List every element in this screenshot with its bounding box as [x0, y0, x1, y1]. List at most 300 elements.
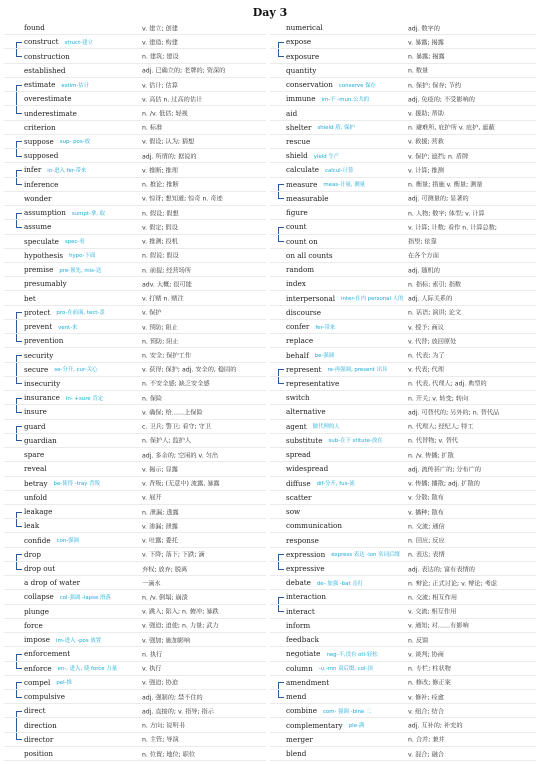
- definition: n. 开关; v. 转变; 转向: [408, 395, 469, 403]
- definition: v. 播种; 散布: [408, 509, 444, 517]
- definition: v. 援助; 帮助: [408, 110, 444, 118]
- word-row: [4, 548, 266, 562]
- etymology-note: in-进入 fer-带来: [47, 167, 87, 174]
- word-row: [270, 206, 536, 220]
- definition: n. 安全; 保护工作: [142, 352, 192, 360]
- definition: v. 下降; 落下; 下跌; 滴: [142, 551, 205, 559]
- definition: n. 代表; 为了: [408, 352, 445, 360]
- definition: v. 估计; 估算: [142, 82, 178, 90]
- etymology-note: hypo-下面: [69, 253, 96, 260]
- headword: assumption: [24, 208, 66, 218]
- headword: overestimate: [24, 94, 72, 104]
- headword: bet: [24, 293, 36, 303]
- definition: n. 假设; 假想: [142, 210, 179, 218]
- definition: v. 高估 n. 过高的估计: [142, 96, 203, 104]
- definition: n. /v. 传播; 扩散: [408, 452, 454, 460]
- headword: position: [24, 749, 54, 759]
- headword: substitute: [286, 435, 323, 445]
- word-row: [270, 477, 536, 491]
- group-bracket: [16, 377, 22, 385]
- definition: v. 分散; 散布: [408, 494, 444, 502]
- headword: on all counts: [286, 250, 333, 260]
- group-bracket: [278, 605, 284, 613]
- etymology-note: sumpt-拿, 取: [71, 210, 106, 217]
- word-row: [4, 519, 266, 533]
- etymology-note: pre-预先, mis-送: [59, 267, 102, 274]
- word-row: [270, 690, 536, 704]
- headword: index: [286, 279, 306, 289]
- headword: diffuse: [286, 478, 311, 488]
- etymology-note: col-强调 -lapse 滑落: [59, 594, 111, 601]
- headword: assume: [24, 222, 52, 232]
- definition: v. 打赌 n. 赌注: [142, 295, 184, 303]
- definition: adj. 强制的; 禁不住的: [142, 694, 203, 702]
- word-row: [4, 163, 266, 177]
- headword: sow: [286, 507, 301, 517]
- headword: protect: [24, 307, 51, 317]
- headword: calculate: [286, 165, 319, 175]
- word-row: [270, 277, 536, 291]
- definition: c. 卫兵; 警卫; 看守; 守卫: [142, 423, 211, 431]
- headword: confer: [286, 322, 310, 332]
- group-bracket: [16, 711, 22, 718]
- headword: inference: [24, 179, 59, 189]
- word-row: [270, 519, 536, 533]
- definition: v. 组合; 结合: [408, 708, 444, 716]
- word-row: [270, 149, 536, 163]
- definition: v. 代表; 代理: [408, 366, 444, 374]
- definition: v. 背叛; (无意中) 流露, 暴露: [142, 480, 220, 488]
- definition: n. 辩论; 正式讨论; v. 辩论; 考虑: [408, 580, 497, 588]
- headword: combine: [286, 706, 317, 716]
- definition: n. 表达; 表情: [408, 551, 445, 559]
- headword: prevention: [24, 336, 64, 346]
- definition: n. 泄漏; 透露: [142, 509, 179, 517]
- word-row: [270, 662, 536, 676]
- group-bracket: [278, 49, 284, 57]
- definition: v. 代替; 放回原处: [408, 338, 457, 346]
- definition: v. 计算; 计数; 看作 n. 计算总数;: [408, 224, 497, 232]
- definition: adj. 数字的: [408, 25, 440, 33]
- definition: v. 推测; 投机: [142, 238, 178, 246]
- word-row: [270, 590, 536, 604]
- definition: adj. 所谓的; 据说的: [142, 153, 197, 161]
- word-row: [4, 92, 266, 106]
- group-bracket: [16, 405, 22, 413]
- headword: force: [24, 620, 43, 630]
- headword: exposure: [286, 51, 320, 61]
- etymology-note: meas-计量, 测量: [323, 182, 365, 189]
- definition: n. 主管; 导演: [142, 736, 179, 744]
- headword: aid: [286, 108, 298, 118]
- definition: v. 假设; 认为; 猜想: [142, 138, 195, 146]
- word-row: [270, 106, 536, 120]
- headword: agent: [286, 421, 307, 431]
- etymology-note: conserve 保存: [338, 82, 376, 89]
- definition: n. 位置; 地位; 职位: [142, 751, 196, 759]
- headword: immune: [286, 94, 316, 104]
- definition: v. 暴露; 揭露: [408, 39, 444, 47]
- definition: adj. 直接的; v. 指导; 指示: [142, 708, 214, 716]
- left-word-column: [4, 21, 266, 761]
- word-row: [4, 277, 266, 291]
- headword: confide: [24, 535, 51, 545]
- headword: shield: [286, 151, 308, 161]
- definition: v. 建造; 构建: [142, 39, 178, 47]
- group-bracket: [278, 192, 284, 200]
- word-row: [270, 633, 536, 647]
- headword: negotiate: [286, 649, 321, 659]
- headword: premise: [24, 265, 54, 275]
- etymology-note: -u,-mn 双后缀, col-顶: [318, 666, 373, 673]
- word-row: [4, 192, 266, 206]
- headword: measure: [286, 179, 318, 189]
- word-row: [4, 633, 266, 647]
- definition: v. 获得; 保护; adj. 安全的, 稳固的: [142, 366, 237, 374]
- definition: n. 标准: [142, 124, 163, 132]
- headword: feedback: [286, 635, 320, 645]
- etymology-note: be-使得 -tray 背叛: [53, 481, 100, 488]
- definition: v. 执行: [142, 665, 162, 673]
- definition: n. 合并; 兼并: [408, 736, 445, 744]
- headword: insurance: [24, 393, 60, 403]
- headword: widespread: [286, 464, 329, 474]
- headword: compel: [24, 677, 51, 687]
- group-bracket: [16, 178, 22, 186]
- headword: interact: [286, 606, 315, 616]
- word-row: [270, 235, 536, 249]
- definition: n. 执行: [142, 651, 163, 659]
- word-row: [4, 562, 266, 576]
- definition: n. 反馈: [408, 637, 429, 645]
- group-bracket: [16, 654, 22, 661]
- definition: n. 代替物; v. 替代: [408, 437, 458, 445]
- definition: n. /v. 低估; 轻视: [142, 110, 188, 118]
- group-bracket: [16, 334, 22, 342]
- etymology-note: sub-在下 stitute-放在: [328, 438, 383, 445]
- definition: v. 保护; 遮挡; n. 盾牌: [408, 153, 469, 161]
- word-row: [4, 334, 266, 348]
- etymology-note: de- 加强 -bat 击打: [316, 580, 364, 587]
- word-row: [4, 505, 266, 519]
- definition: n. 代理人; 经纪人; 特工: [408, 423, 474, 431]
- headword: a drop of water: [24, 578, 81, 588]
- definition: 弃权; 放弃; 脱离: [142, 566, 188, 574]
- word-row: [270, 334, 536, 348]
- word-row: [270, 92, 536, 106]
- definition: v. 建立; 创建: [142, 25, 178, 33]
- etymology-note: struct-建立: [64, 39, 93, 46]
- group-bracket: [16, 312, 22, 319]
- word-row: [270, 434, 536, 448]
- group-bracket: [278, 554, 284, 561]
- word-row: [270, 420, 536, 434]
- headword: rescue: [286, 136, 311, 146]
- headword: established: [24, 65, 66, 75]
- headword: direct: [24, 706, 46, 716]
- definition: v. 揭示; 显露: [142, 466, 178, 474]
- etymology-note: en-, 进入, 使 force 力量: [57, 666, 118, 673]
- headword: enforce: [24, 663, 52, 673]
- etymology-note: pel-推: [56, 680, 72, 687]
- group-bracket: [278, 369, 284, 376]
- definition: v. 强加; 施加影响: [142, 637, 191, 645]
- word-row: [4, 576, 266, 590]
- group-bracket: [16, 690, 22, 698]
- word-row: [4, 434, 266, 448]
- group-bracket: [16, 106, 22, 114]
- etymology-note: pro-在前面, tect-盖: [56, 310, 105, 317]
- etymology-note: ple-满: [348, 723, 365, 730]
- headword: infer: [24, 165, 42, 175]
- etymology-note: re-再强调, present 出具: [327, 367, 388, 374]
- definition: n. 建筑; 建设: [142, 53, 179, 61]
- group-bracket: [278, 690, 284, 698]
- word-row: [270, 533, 536, 547]
- headword: found: [24, 23, 45, 33]
- headword: impose: [24, 635, 50, 645]
- group-bracket: [16, 363, 22, 376]
- headword: spare: [24, 450, 45, 460]
- word-row: [4, 320, 266, 334]
- definition: 一滴水: [142, 580, 161, 588]
- group-bracket: [16, 733, 22, 741]
- headword: presumably: [24, 279, 67, 289]
- definition: v. 通知; 对……有影响: [408, 622, 469, 630]
- headword: behalf: [286, 350, 309, 360]
- headword: wonder: [24, 193, 52, 203]
- headword: count: [286, 222, 307, 232]
- definition: n. 保护人; 监护人: [142, 437, 192, 445]
- word-row: [4, 121, 266, 135]
- headword: numerical: [286, 23, 323, 33]
- word-row: [270, 121, 536, 135]
- word-row: [270, 178, 536, 192]
- etymology-note: im-不 -mun,公共的: [321, 96, 370, 103]
- headword: replace: [286, 336, 314, 346]
- word-row: [270, 391, 536, 405]
- definition: 指望; 依靠: [408, 238, 437, 246]
- headword: scatter: [286, 492, 312, 502]
- group-bracket: [16, 149, 22, 157]
- headword: switch: [286, 393, 310, 403]
- word-row: [4, 448, 266, 462]
- group-bracket: [278, 682, 284, 689]
- headword: construct: [24, 37, 59, 47]
- word-row: [4, 747, 266, 761]
- word-row: [4, 263, 266, 277]
- headword: speculate: [24, 236, 59, 246]
- word-row: [4, 605, 266, 619]
- word-row: [270, 704, 536, 718]
- definition: n. 暴露; 揭露: [408, 53, 445, 61]
- headword: guard: [24, 421, 46, 431]
- word-row: [4, 491, 266, 505]
- word-row: [4, 135, 266, 149]
- definition: n. 数量: [408, 67, 429, 75]
- etymology-note: com- 强调 -bine 二: [322, 708, 372, 715]
- headword: plunge: [24, 606, 50, 616]
- word-row: [270, 192, 536, 206]
- etymology-note: con-强调: [56, 538, 80, 545]
- definition: adv. 大概; 很可能: [142, 281, 192, 289]
- definition: adj. 可替代的; 另外的; n. 替代品: [408, 409, 500, 417]
- group-bracket: [278, 377, 284, 385]
- group-bracket: [16, 49, 22, 57]
- word-row: [270, 306, 536, 320]
- definition: adj. 已确立的; 老牌的; 资深的: [142, 67, 226, 75]
- word-row: [270, 747, 536, 761]
- word-row: [4, 206, 266, 220]
- headword: inform: [286, 620, 311, 630]
- word-row: [270, 135, 536, 149]
- word-row: [4, 78, 266, 92]
- word-row: [4, 462, 266, 476]
- word-row: [4, 733, 266, 747]
- group-bracket: [278, 597, 284, 604]
- definition: n. 衡量; 措施 v. 衡量; 测量: [408, 181, 483, 189]
- group-bracket: [16, 662, 22, 670]
- etymology-note: sup- pos-放: [59, 139, 90, 146]
- word-row: [4, 149, 266, 163]
- headword: criterion: [24, 122, 56, 132]
- definition: adj. 表达的; 富有表情的: [408, 566, 475, 574]
- definition: adj. 多余的; 空闲的 v. 匀出: [142, 452, 219, 460]
- etymology-note: yield 生产: [313, 153, 340, 160]
- headword: figure: [286, 208, 308, 218]
- headword: interpersonal: [286, 293, 336, 303]
- headword: director: [24, 734, 54, 744]
- word-row: [4, 619, 266, 633]
- definition: n. 交流; 通信: [408, 523, 445, 531]
- headword: expression: [286, 549, 326, 559]
- definition: v. 保护: [142, 309, 162, 317]
- word-row: [270, 576, 536, 590]
- headword: spread: [286, 450, 311, 460]
- definition: 在各个方面: [408, 252, 439, 260]
- group-bracket: [16, 426, 22, 433]
- headword: underestimate: [24, 108, 77, 118]
- headword: expressive: [286, 564, 325, 574]
- word-row: [270, 35, 536, 49]
- headword: guardian: [24, 435, 57, 445]
- group-bracket: [16, 398, 22, 405]
- definition: n. 指标; 索引; 指数: [408, 281, 462, 289]
- etymology-note: im-进入 -pos 放置: [56, 637, 102, 644]
- definition: n. 代表, 代理人; adj. 典型的: [408, 380, 487, 388]
- word-row: [270, 718, 536, 732]
- headword: expose: [286, 37, 312, 47]
- headword: suppose: [24, 136, 54, 146]
- headword: collapse: [24, 592, 54, 602]
- word-row: [270, 448, 536, 462]
- etymology-note: estim-估计: [61, 82, 90, 89]
- word-row: [4, 647, 266, 661]
- etymology-note: neg-不,没有 oti-轻松: [326, 651, 378, 658]
- word-row: [4, 690, 266, 704]
- group-bracket: [278, 562, 284, 570]
- definition: adj. 互补的; 补充的: [408, 722, 463, 730]
- group-bracket: [16, 141, 22, 148]
- definition: v. 推断; 推理: [142, 167, 178, 175]
- headword: discourse: [286, 307, 321, 317]
- headword: response: [286, 535, 319, 545]
- word-row: [4, 533, 266, 547]
- word-row: [4, 662, 266, 676]
- word-row: [4, 106, 266, 120]
- headword: representative: [286, 378, 340, 388]
- word-row: [270, 647, 536, 661]
- right-word-column: [270, 21, 536, 761]
- definition: v. 惊讶; 想知道; 惊奇 n. 奇迹: [142, 195, 223, 203]
- group-bracket: [278, 42, 284, 49]
- word-row: [270, 78, 536, 92]
- word-row: [270, 405, 536, 419]
- etymology-note: dif-分开, fus-流: [316, 481, 355, 488]
- word-row: [270, 21, 536, 35]
- definition: v. 展开: [142, 494, 162, 502]
- headword: reveal: [24, 464, 47, 474]
- definition: n. 修改; 修正案: [408, 679, 451, 687]
- headword: column: [286, 663, 313, 673]
- group-bracket: [278, 184, 284, 191]
- word-row: [4, 249, 266, 263]
- word-row: [270, 377, 536, 391]
- headword: alternative: [286, 407, 326, 417]
- word-row: [270, 363, 536, 377]
- etymology-note: inter-在内 personal 人的: [341, 296, 404, 303]
- headword: drop: [24, 549, 41, 559]
- word-row: [270, 505, 536, 519]
- definition: v. 谈判; 协商: [408, 651, 444, 659]
- word-row: [270, 733, 536, 747]
- word-row: [4, 405, 266, 419]
- word-row: [270, 548, 536, 562]
- definition: v. 假定; 假设: [142, 224, 178, 232]
- definition: n. 交流; 相互作用: [408, 594, 458, 602]
- word-row: [4, 235, 266, 249]
- word-row: [270, 348, 536, 362]
- headword: estimate: [24, 80, 56, 90]
- word-row: [4, 391, 266, 405]
- headword: random: [286, 265, 315, 275]
- definition: n. 话语; 演讲; 论文: [408, 309, 462, 317]
- definition: n. 保护; 保存; 节约: [408, 82, 462, 90]
- headword: leak: [24, 521, 40, 531]
- group-bracket: [16, 519, 22, 527]
- etymology-note: shield 盾, 保护: [317, 125, 355, 132]
- word-row: [4, 220, 266, 234]
- headword: amendment: [286, 677, 330, 687]
- definition: v. 交流; 相互作用: [408, 608, 457, 616]
- word-row: [4, 64, 266, 78]
- definition: adj. 人际关系的: [408, 295, 453, 303]
- headword: insure: [24, 407, 47, 417]
- word-row: [4, 178, 266, 192]
- definition: v. 吐露; 委托: [142, 537, 178, 545]
- etymology-note: be-强调: [314, 353, 335, 359]
- etymology-note: spec-看: [64, 239, 85, 246]
- definition: n. 假说; 假设: [142, 252, 179, 260]
- definition: v. 确保; 给……上保险: [142, 409, 203, 417]
- definition: v. 强迫; 协迫: [142, 679, 178, 687]
- headword: count on: [286, 236, 318, 246]
- headword: drop out: [24, 564, 56, 574]
- definition: v. 预防; 阻止: [142, 324, 178, 332]
- page-title: Day 3: [252, 6, 288, 19]
- etymology-note: express 表达 -ion 名词后缀: [331, 552, 400, 559]
- definition: n. 预防; 阻止: [142, 338, 179, 346]
